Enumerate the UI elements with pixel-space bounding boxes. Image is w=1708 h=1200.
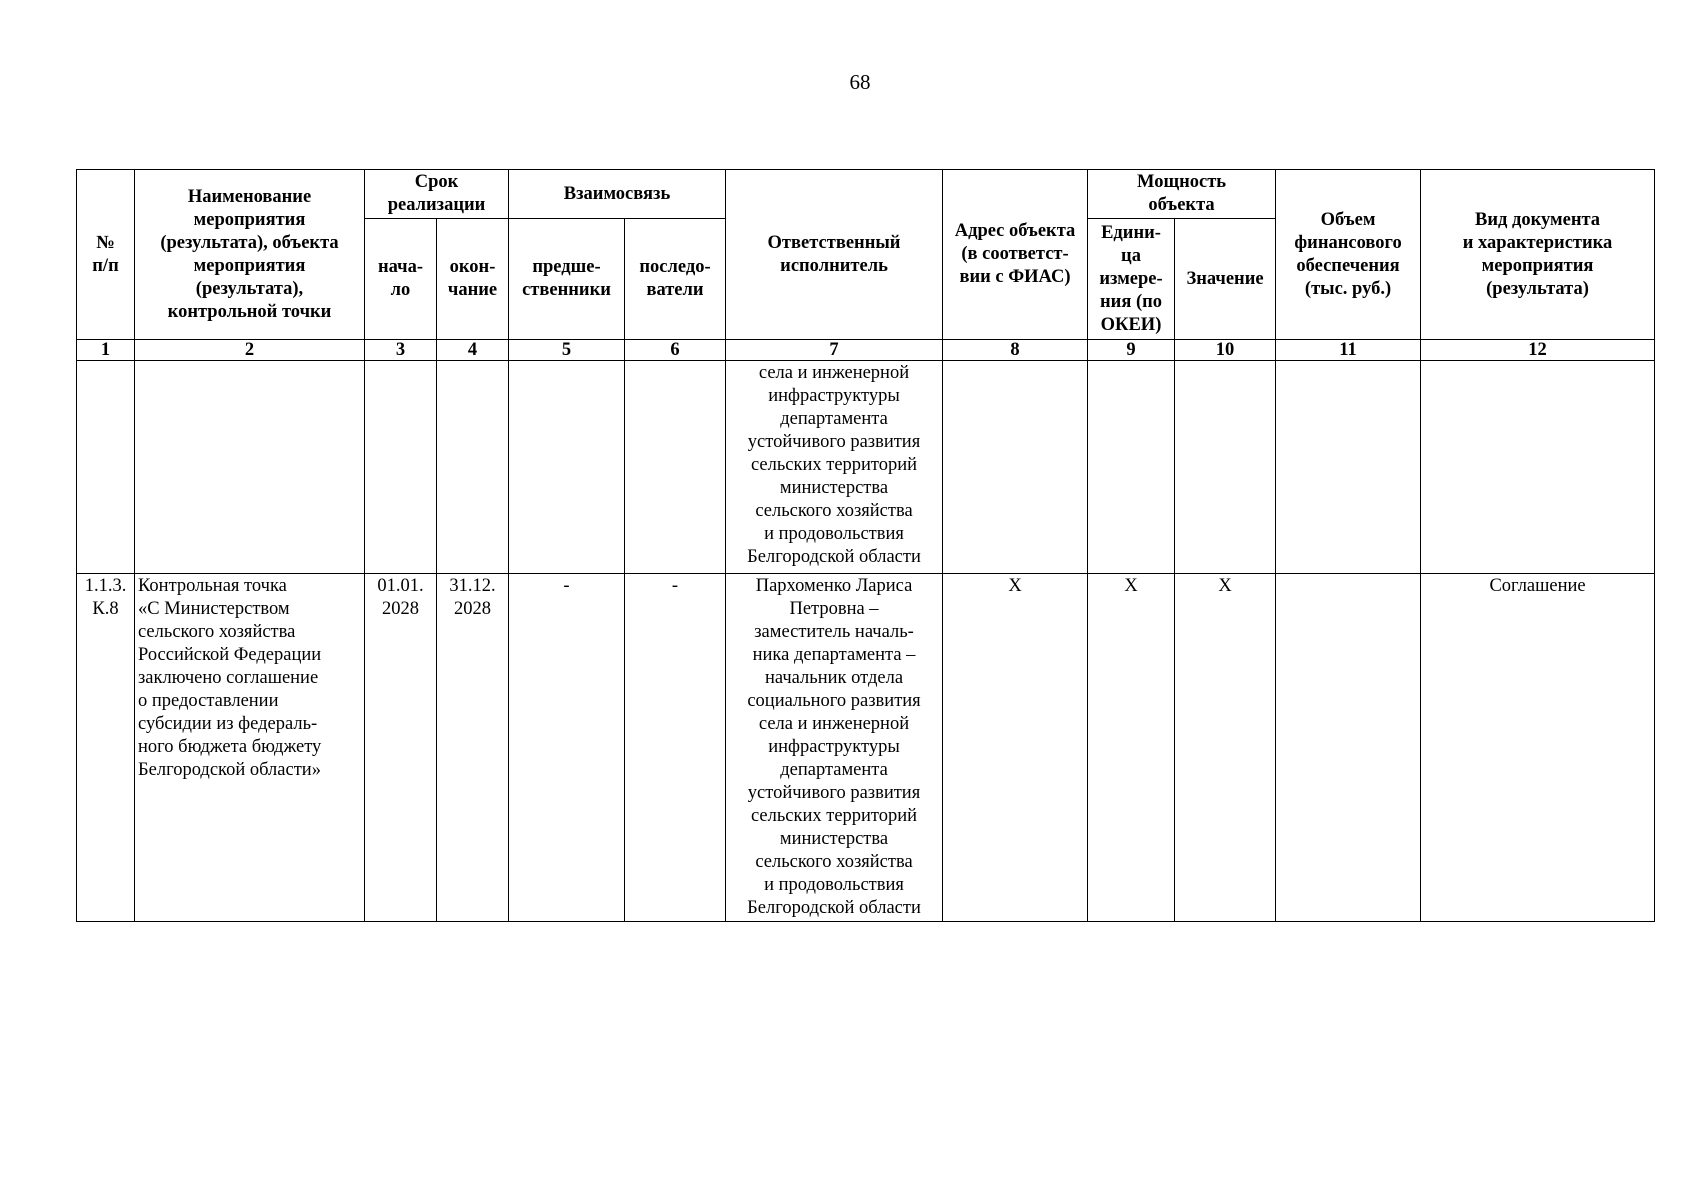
header-end: окон- чание — [437, 219, 509, 340]
cell-executor: Пархоменко Лариса Петровна – заместитель началь- ника департамента – начальник отдела социального развития села и инженерной инфраструктуры департамента устойчивого развития сельских территорий министерства сельского хозяйства и продовольствия Белгородской области — [726, 574, 943, 922]
header-finance: Объем финансового обеспечения (тыс. руб.) — [1276, 170, 1421, 340]
cell-pred: - — [509, 574, 625, 922]
cell-unit — [1088, 361, 1175, 574]
header-doc: Вид документа и характеристика мероприятия (результата) — [1421, 170, 1655, 340]
header-start: нача- ло — [365, 219, 437, 340]
cell-end: 31.12. 2028 — [437, 574, 509, 922]
cell-end — [437, 361, 509, 574]
header-link: Взаимосвязь — [509, 170, 726, 219]
cell-value: Х — [1175, 574, 1276, 922]
activity-plan-table — [76, 169, 1655, 922]
cell-doc: Соглашение — [1421, 574, 1655, 922]
header-num: № п/п — [77, 170, 135, 340]
cell-num — [77, 361, 135, 574]
cell-name: Контрольная точка «С Министерством сельского хозяйства Российской Федерации заключено соглашение о предоставлении субсидии из федераль- ного бюджета бюджету Белгородской области» — [135, 574, 365, 922]
column-number: 5 — [509, 340, 625, 361]
header-term: Срок реализации — [365, 170, 509, 219]
header-succ: последо- ватели — [625, 219, 726, 340]
cell-executor: села и инженерной инфраструктуры департамента устойчивого развития сельских территорий министерства сельского хозяйства и продовольствия Белгородской области — [726, 361, 943, 574]
header-capacity: Мощность объекта — [1088, 170, 1276, 219]
column-number: 7 — [726, 340, 943, 361]
column-number: 8 — [943, 340, 1088, 361]
cell-start — [365, 361, 437, 574]
header-value: Значение — [1175, 219, 1276, 340]
column-number: 6 — [625, 340, 726, 361]
cell-unit: Х — [1088, 574, 1175, 922]
header-executor: Ответственный исполнитель — [726, 170, 943, 340]
cell-succ: - — [625, 574, 726, 922]
cell-address — [943, 361, 1088, 574]
column-number: 9 — [1088, 340, 1175, 361]
page-number: 68 — [849, 70, 871, 94]
cell-pred — [509, 361, 625, 574]
column-number: 10 — [1175, 340, 1276, 361]
header-address: Адрес объекта (в соответст- вии с ФИАС) — [943, 170, 1088, 340]
cell-finance — [1276, 574, 1421, 922]
header-name: Наименование мероприятия (результата), объекта мероприятия (результата), контрольной точки — [135, 170, 365, 340]
column-number: 1 — [77, 340, 135, 361]
column-number: 3 — [365, 340, 437, 361]
column-number: 12 — [1421, 340, 1655, 361]
header-unit: Едини- ца измере- ния (по ОКЕИ) — [1088, 219, 1175, 340]
cell-finance — [1276, 361, 1421, 574]
cell-address: Х — [943, 574, 1088, 922]
column-number-row — [77, 340, 1655, 361]
cell-name — [135, 361, 365, 574]
cell-num: 1.1.3. К.8 — [77, 574, 135, 922]
column-number: 4 — [437, 340, 509, 361]
header-row-1 — [77, 170, 1655, 219]
cell-succ — [625, 361, 726, 574]
column-number: 2 — [135, 340, 365, 361]
cell-start: 01.01. 2028 — [365, 574, 437, 922]
table-row — [77, 574, 1655, 922]
cell-doc — [1421, 361, 1655, 574]
header-pred: предше- ственники — [509, 219, 625, 340]
table-row — [77, 361, 1655, 574]
column-number: 11 — [1276, 340, 1421, 361]
cell-value — [1175, 361, 1276, 574]
